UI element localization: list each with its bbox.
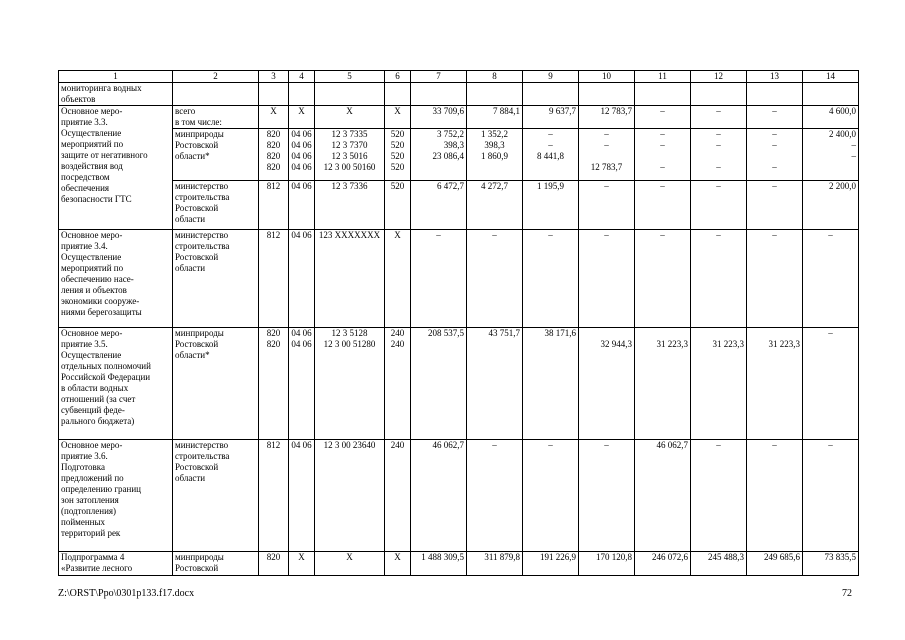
cell: 123 XXXXXXX — [315, 230, 385, 328]
header-cell: 9 — [523, 71, 579, 83]
table-row — [59, 230, 859, 328]
file-path: Z:\ORST\Ppo\0301p133.f17.docx — [58, 588, 195, 599]
cell: 6 472,7 — [411, 181, 467, 230]
cell: 38 171,6 — [523, 328, 579, 440]
cell: 04 06 — [289, 230, 315, 328]
program-name-cell: Основное меро- приятие 3.5. Осуществление отдельных полномочий Российской Федерации в области водных отношений (за счет субвенций феде- рального бюджета) — [59, 328, 173, 440]
cell: – — [523, 440, 579, 552]
cell: 9 637,7 — [523, 106, 579, 129]
cell: Х — [385, 552, 411, 576]
cell: – — [747, 440, 803, 552]
table-row — [59, 181, 859, 230]
cell: 3 752,2 398,3 23 086,4 — [411, 129, 467, 181]
table-row — [59, 440, 859, 552]
cell: 12 3 7335 12 3 7370 12 3 5016 12 3 00 50160 — [315, 129, 385, 181]
header-cell: 6 — [385, 71, 411, 83]
executor-cell: министерство строительства Ростовской области — [173, 181, 259, 230]
header-cell: 14 — [803, 71, 859, 83]
cell: – – – — [747, 129, 803, 181]
cell: 4 600,0 — [803, 106, 859, 129]
cell: 520 — [385, 181, 411, 230]
cell: – – – — [691, 129, 747, 181]
cell: – — [691, 440, 747, 552]
table-row — [59, 552, 859, 576]
cell: – — [635, 230, 691, 328]
cell: 31 223,3 — [635, 328, 691, 440]
cell: 04 06 — [289, 181, 315, 230]
cell: 43 751,7 — [467, 328, 523, 440]
cell: – — [579, 230, 635, 328]
header-cell: 10 — [579, 71, 635, 83]
cell: – — [579, 181, 635, 230]
cell: – – – — [635, 129, 691, 181]
cell: Х — [289, 106, 315, 129]
cell: 31 223,3 — [747, 328, 803, 440]
table-row — [59, 129, 859, 181]
cell: 1 488 309,5 — [411, 552, 467, 576]
cell: – — [691, 230, 747, 328]
cell: 1 195,9 — [523, 181, 579, 230]
cell: – — [747, 181, 803, 230]
cell: – — [467, 440, 523, 552]
cell: 31 223,3 — [691, 328, 747, 440]
cell: 246 072,6 — [635, 552, 691, 576]
cell: – — [411, 230, 467, 328]
header-cell: 5 — [315, 71, 385, 83]
cell: 1 352,2 398,3 1 860,9 — [467, 129, 523, 181]
cell: 2 200,0 — [803, 181, 859, 230]
executor-cell: всего в том числе: — [173, 106, 259, 129]
program-name-cell: Основное меро- приятие 3.6. Подготовка предложений по определению границ зон затопления (подтопления) пойменных территорий рек — [59, 440, 173, 552]
budget-table — [58, 70, 859, 576]
header-cell: 3 — [259, 71, 289, 83]
cell: 191 226,9 — [523, 552, 579, 576]
cell: 311 879,8 — [467, 552, 523, 576]
cell: 12 3 5128 12 3 00 51280 — [315, 328, 385, 440]
cell: – — [747, 106, 803, 129]
cell: – — [523, 230, 579, 328]
cell: 7 884,1 — [467, 106, 523, 129]
cell: – — [803, 328, 859, 440]
cell: 4 272,7 — [467, 181, 523, 230]
cell: 812 — [259, 230, 289, 328]
cell: 12 783,7 — [579, 106, 635, 129]
cell: 73 835,5 — [803, 552, 859, 576]
cell: 04 06 04 06 — [289, 328, 315, 440]
cell: – — [803, 230, 859, 328]
cell: 820 820 820 820 — [259, 129, 289, 181]
page-number: 72 — [842, 588, 852, 599]
cell: Х — [315, 106, 385, 129]
cell: 12 3 00 23640 — [315, 440, 385, 552]
cell: Х — [385, 106, 411, 129]
cell: 245 488,3 — [691, 552, 747, 576]
header-cell: 1 — [59, 71, 173, 83]
cell: 33 709,6 — [411, 106, 467, 129]
header-row — [59, 71, 859, 83]
executor-cell: министерство строительства Ростовской области — [173, 230, 259, 328]
cell: 12 3 7336 — [315, 181, 385, 230]
executor-cell: минприроды Ростовской — [173, 552, 259, 576]
cell: Х — [385, 230, 411, 328]
cell: Х — [259, 106, 289, 129]
cell: 208 537,5 — [411, 328, 467, 440]
cell: 240 240 — [385, 328, 411, 440]
cell: 170 120,8 — [579, 552, 635, 576]
cell: – — [691, 106, 747, 129]
cell: 2 400,0 – – — [803, 129, 859, 181]
cell: 812 — [259, 440, 289, 552]
header-cell: 8 — [467, 71, 523, 83]
header-cell: 2 — [173, 71, 259, 83]
cell: 820 820 — [259, 328, 289, 440]
cell: 240 — [385, 440, 411, 552]
cell: 04 06 — [289, 440, 315, 552]
cell: 46 062,7 — [411, 440, 467, 552]
header-cell: 7 — [411, 71, 467, 83]
cell: – — [635, 106, 691, 129]
header-cell: 4 — [289, 71, 315, 83]
cell: Х — [289, 552, 315, 576]
executor-cell: министерство строительства Ростовской области — [173, 440, 259, 552]
cell: – – 12 783,7 — [579, 129, 635, 181]
cell: – — [635, 181, 691, 230]
cell: – — [579, 440, 635, 552]
program-name-cell: Основное меро- приятие 3.3. Осуществление мероприятий по защите от негативного воздействия вод посредством обеспечения безопасности ГТС — [59, 106, 173, 230]
cell: – — [803, 440, 859, 552]
cell: 820 — [259, 552, 289, 576]
cell: – — [467, 230, 523, 328]
cell: 32 944,3 — [579, 328, 635, 440]
cell: 04 06 04 06 04 06 04 06 — [289, 129, 315, 181]
program-name-cell: Основное меро- приятие 3.4. Осуществление мероприятий по обеспечению насе- ления и объектов экономики сооруже- ниями берегозащиты — [59, 230, 173, 328]
cell: – — [691, 181, 747, 230]
header-cell: 13 — [747, 71, 803, 83]
cell: 812 — [259, 181, 289, 230]
cell: Х — [315, 552, 385, 576]
cell: 520 520 520 520 — [385, 129, 411, 181]
program-name-cell: мониторинга водных объектов — [59, 83, 173, 106]
program-name-cell: Подпрограмма 4 «Развитие лесного — [59, 552, 173, 576]
table-row — [59, 106, 859, 129]
table-row — [59, 328, 859, 440]
cell: 46 062,7 — [635, 440, 691, 552]
table-row — [59, 83, 859, 106]
cell: – – 8 441,8 — [523, 129, 579, 181]
header-cell: 12 — [691, 71, 747, 83]
executor-cell: минприроды Ростовской области* — [173, 129, 259, 181]
executor-cell: минприроды Ростовской области* — [173, 328, 259, 440]
header-cell: 11 — [635, 71, 691, 83]
cell: 249 685,6 — [747, 552, 803, 576]
cell: – — [747, 230, 803, 328]
